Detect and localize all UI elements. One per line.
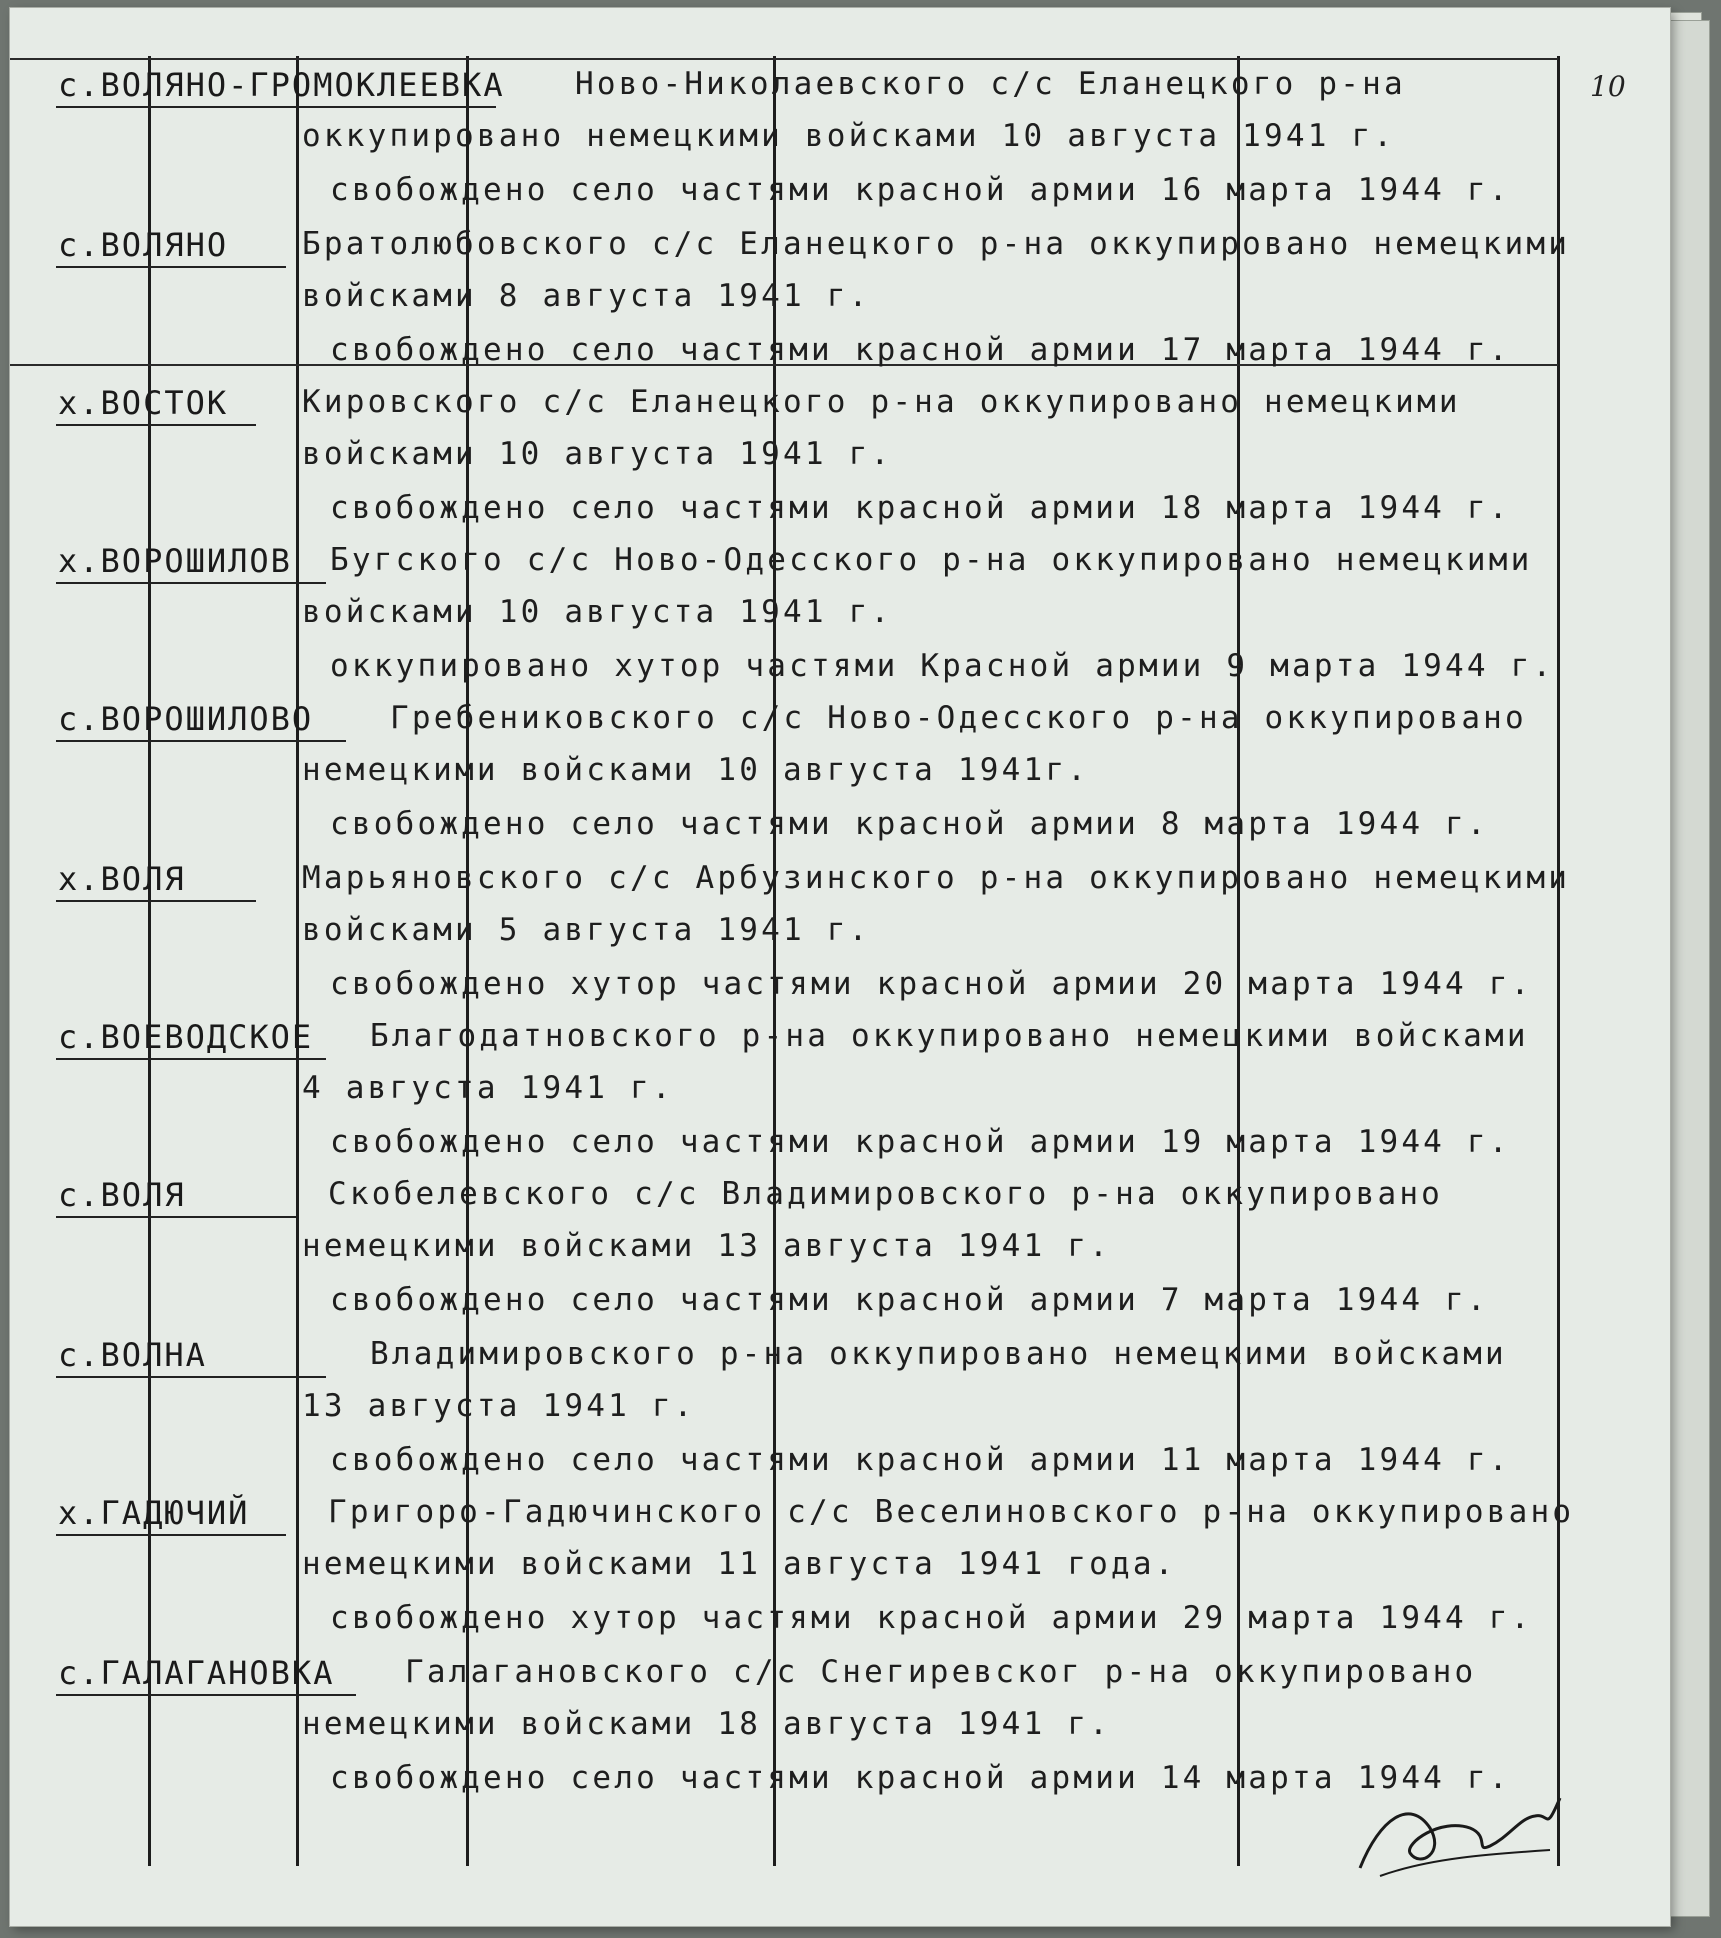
place-underline [56, 424, 256, 426]
place-underline [56, 266, 286, 268]
liberation-line: свобождено село частями красной армии 17 марта 1944 г. [330, 332, 1511, 368]
place-name: с.ГАЛАГАНОВКА [58, 1654, 335, 1692]
liberation-line: свобождено село частями красной армии 8 марта 1944 г. [330, 806, 1489, 842]
place-underline [56, 582, 326, 584]
place-name: с.ВОЛНА [58, 1336, 207, 1374]
column-rule [466, 56, 469, 1866]
place-name: с.ВОРОШИЛОВО [58, 700, 314, 738]
place-underline [56, 740, 346, 742]
liberation-line: свобождено село частями красной армии 14 марта 1944 г. [330, 1760, 1511, 1796]
liberation-line: свобождено село частями красной армии 16 марта 1944 г. [330, 172, 1511, 208]
entry-line-1: Братолюбовского с/с Еланецкого р-на оккупировано немецкими [302, 226, 1571, 262]
liberation-line: оккупировано хутор частями Красной армии 9 марта 1944 г. [330, 648, 1555, 684]
ledger-page [10, 8, 1670, 1926]
liberation-line: свобождено хутор частями красной армии 29 марта 1944 г. [330, 1600, 1533, 1636]
column-rule [296, 56, 299, 1866]
place-name: х.ВОЛЯ [58, 860, 186, 898]
place-name: с.ВОЛЯНО [58, 226, 229, 264]
column-rule [1557, 56, 1560, 1866]
entry-line-2: немецкими войсками 11 августа 1941 года. [302, 1546, 1177, 1582]
liberation-line: свобождено хутор частями красной армии 20 марта 1944 г. [330, 966, 1533, 1002]
entry-line-1: Благодатновского р-на оккупировано немецкими войсками [370, 1018, 1529, 1054]
entry-line-1: Марьяновского с/с Арбузинского р-на оккупировано немецкими [302, 860, 1571, 896]
place-underline [56, 1058, 326, 1060]
column-rule [773, 56, 776, 1866]
entry-line-2: войсками 8 августа 1941 г. [302, 278, 871, 314]
place-underline [56, 106, 496, 108]
entry-line-1: Григоро-Гадючинского с/с Веселиновского р-на оккупировано [328, 1494, 1575, 1530]
column-rule [1237, 56, 1240, 1866]
liberation-line: свобождено село частями красной армии 7 марта 1944 г. [330, 1282, 1489, 1318]
row-rule [10, 58, 1558, 60]
place-name: х.ВОСТОК [58, 384, 229, 422]
entry-line-1: Галагановского с/с Снегиревског р-на оккупировано [405, 1654, 1477, 1690]
entry-line-1: Бугского с/с Ново-Одесского р-на оккупировано немецкими [330, 542, 1533, 578]
place-name: х.ГАДЮЧИЙ [58, 1494, 250, 1532]
entry-line-2: 13 августа 1941 г. [302, 1388, 696, 1424]
place-underline [56, 900, 256, 902]
entry-line-2: войсками 10 августа 1941 г. [302, 594, 893, 630]
entry-line-2: немецкими войсками 10 августа 1941г. [302, 752, 1090, 788]
liberation-line: свобождено село частями красной армии 18 марта 1944 г. [330, 490, 1511, 526]
entry-line-2: войсками 5 августа 1941 г. [302, 912, 871, 948]
entry-line-2: немецкими войсками 13 августа 1941 г. [302, 1228, 1111, 1264]
entry-line-1: Кировского с/с Еланецкого р-на оккупировано немецкими [302, 384, 1461, 420]
place-name: с.ВОЛЯНО-ГРОМОКЛЕЕВКА [58, 66, 505, 104]
place-name: с.ВОЛЯ [58, 1176, 186, 1214]
liberation-line: свобождено село частями красной армии 11 марта 1944 г. [330, 1442, 1511, 1478]
place-underline [56, 1216, 296, 1218]
page-number: 10 [1590, 70, 1626, 103]
entry-line-2: войсками 10 августа 1941 г. [302, 436, 893, 472]
liberation-line: свобождено село частями красной армии 19 марта 1944 г. [330, 1124, 1511, 1160]
place-name: х.ВОРОШИЛОВ [58, 542, 292, 580]
place-underline [56, 1376, 326, 1378]
signature-icon [1350, 1758, 1570, 1888]
place-underline [56, 1534, 286, 1536]
entry-line-2: немецкими войсками 18 августа 1941 г. [302, 1706, 1111, 1742]
entry-line-1: Скобелевского с/с Владимировского р-на оккупировано [328, 1176, 1444, 1212]
entry-line-2: 4 августа 1941 г. [302, 1070, 674, 1106]
entry-line-1: Ново-Николаевского с/с Еланецкого р-на [575, 66, 1406, 102]
entry-line-2: оккупировано немецкими войсками 10 августа 1941 г. [302, 118, 1396, 154]
entry-line-1: Владимировского р-на оккупировано немецкими войсками [370, 1336, 1507, 1372]
entry-line-1: Гребениковского с/с Ново-Одесского р-на оккупировано [390, 700, 1527, 736]
place-underline [56, 1694, 356, 1696]
place-name: с.ВОЕВОДСКОЕ [58, 1018, 314, 1056]
column-rule [148, 56, 151, 1866]
